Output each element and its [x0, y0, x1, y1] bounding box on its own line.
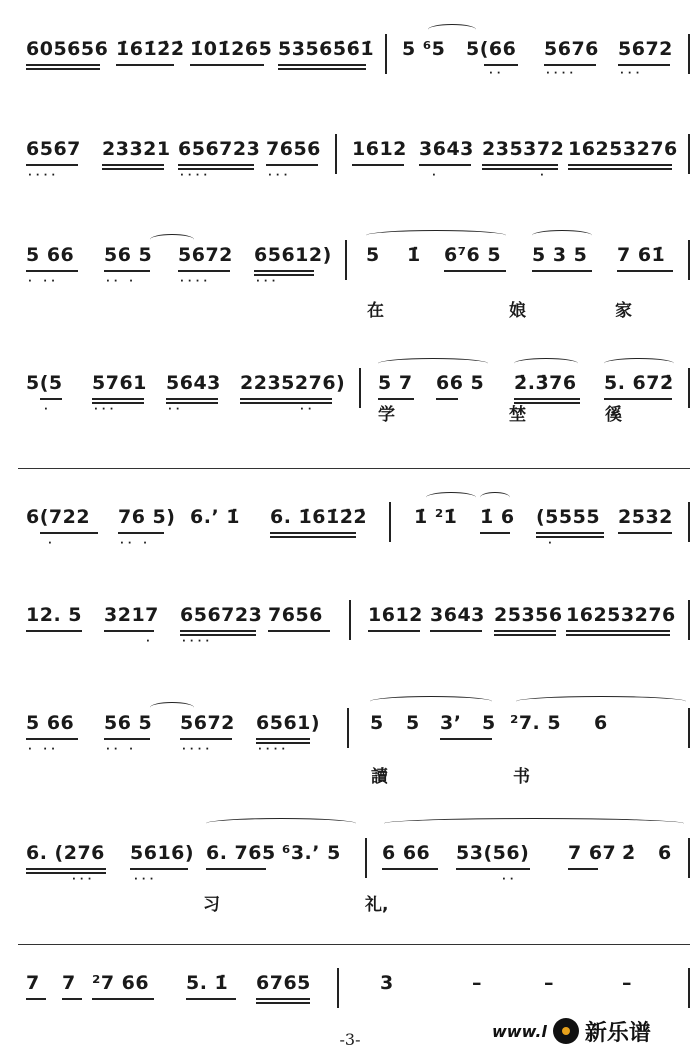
slur	[370, 696, 492, 707]
notation-segment: 5 66	[26, 244, 75, 266]
low-octave-dots: ··	[300, 404, 316, 415]
notation-segment: 5 7	[378, 372, 413, 394]
lyric: 埜	[509, 405, 526, 425]
slur	[384, 818, 684, 829]
watermark-url: www.l	[492, 1021, 547, 1041]
notation-segment: 6⁷6 5	[444, 244, 502, 266]
notation-segment: –	[622, 972, 632, 994]
beam	[130, 868, 188, 870]
notation-segment: 6(722	[26, 506, 91, 528]
low-octave-dots: ····	[180, 276, 212, 287]
page-number: -3-	[339, 1030, 361, 1049]
low-octave-dots: ····	[258, 744, 290, 755]
notation-segment: 6567	[26, 138, 81, 160]
watermark-site-name: 新乐谱	[584, 1020, 651, 1046]
low-octave-dots: ····	[182, 636, 214, 647]
barline	[335, 134, 337, 174]
low-octave-dots: ··	[489, 68, 505, 79]
notation-segment: 656723	[180, 604, 263, 626]
beam	[190, 64, 264, 66]
lyric: 徯	[605, 405, 622, 425]
beam	[484, 64, 518, 66]
notation-segment: 76 5)	[118, 506, 176, 528]
notation-segment: 235372	[482, 138, 565, 160]
beam	[240, 398, 332, 400]
notation-segment: 53565̇6̇1̇	[278, 38, 375, 60]
barline	[688, 838, 690, 878]
notation-segment: 1612	[352, 138, 407, 160]
notation-segment: (5555	[536, 506, 601, 528]
notation-segment: 5. 672̇	[604, 372, 674, 394]
notation-segment: 5616)	[130, 842, 195, 864]
lyric: 家	[615, 301, 632, 321]
notation-segment: 6. (276	[26, 842, 105, 864]
notation-segment: 1612	[368, 604, 423, 626]
slur	[604, 358, 674, 369]
barline	[385, 34, 387, 74]
notation-segment: 1̇ ²1̇	[414, 506, 458, 528]
notation-segment: 1̇ 6	[480, 506, 515, 528]
beam	[270, 536, 356, 538]
notation-segment: 2̇.3̇76	[514, 372, 577, 394]
notation-segment: 1̇01̇265	[190, 38, 273, 60]
beam	[26, 270, 78, 272]
beam	[352, 164, 404, 166]
notation-segment: 5643	[166, 372, 221, 394]
beam	[568, 164, 672, 166]
beam	[419, 164, 471, 166]
notation-segment: 7656	[266, 138, 321, 160]
beam	[26, 164, 78, 166]
beam	[186, 998, 236, 1000]
slur	[480, 492, 510, 503]
notation-segment: 5	[406, 712, 420, 734]
beam	[436, 398, 458, 400]
low-octave-dots: ·· ·	[106, 276, 137, 287]
notation-segment: 7 67	[568, 842, 617, 864]
beam	[92, 998, 154, 1000]
beam	[440, 738, 492, 740]
low-octave-dots: ···	[72, 874, 96, 885]
beam	[166, 398, 218, 400]
notation-segment: 5. 1̇	[186, 972, 229, 994]
notation-segment: 656723	[178, 138, 261, 160]
notation-segment: 66 5	[436, 372, 485, 394]
notation-segment: 5761	[92, 372, 147, 394]
notation-segment: 7 61̇	[617, 244, 666, 266]
notation-segment: 5	[482, 712, 496, 734]
beam	[26, 868, 106, 870]
beam	[118, 532, 164, 534]
notation-segment: 3217	[104, 604, 159, 626]
record-disc-icon	[553, 1018, 579, 1044]
notation-segment: 5	[366, 244, 380, 266]
system-divider	[18, 944, 690, 945]
barline	[688, 502, 690, 542]
low-octave-dots: ·· ·	[120, 538, 151, 549]
notation-segment: 6561)	[256, 712, 321, 734]
notation-segment: ²7. 5	[510, 712, 562, 734]
notation-segment: 1̇61̇2̇2̇	[116, 38, 185, 60]
beam	[92, 398, 144, 400]
notation-segment: 5 3 5	[532, 244, 588, 266]
notation-segment: 6 66	[382, 842, 431, 864]
beam	[480, 532, 510, 534]
low-octave-dots: ···	[620, 68, 644, 79]
beam	[266, 164, 318, 166]
barline	[349, 600, 351, 640]
low-octave-dots: ···	[268, 170, 292, 181]
beam	[278, 64, 366, 66]
beam	[26, 998, 46, 1000]
barline	[688, 134, 690, 174]
notation-segment: 3’	[440, 712, 462, 734]
notation-segment: 5672	[618, 38, 673, 60]
beam	[240, 402, 332, 404]
beam	[270, 532, 356, 534]
beam	[532, 270, 592, 272]
notation-segment: 2̇	[622, 842, 636, 864]
beam	[256, 1002, 310, 1004]
notation-segment: 5672	[180, 712, 235, 734]
notation-segment: 5(66	[466, 38, 517, 60]
notation-segment: 2532	[618, 506, 673, 528]
notation-segment: 5672	[178, 244, 233, 266]
low-octave-dots: ··	[168, 404, 184, 415]
slur	[150, 702, 194, 713]
lyric: 习	[203, 895, 220, 915]
beam	[568, 168, 672, 170]
slur	[150, 234, 194, 245]
system-divider	[18, 468, 690, 469]
low-octave-dots: ·	[48, 538, 56, 549]
slur	[378, 358, 488, 369]
beam	[618, 532, 672, 534]
low-octave-dots: ···	[134, 874, 158, 885]
barline	[688, 34, 690, 74]
notation-segment: 3643	[430, 604, 485, 626]
beam	[62, 998, 82, 1000]
low-octave-dots: · ··	[28, 744, 59, 755]
beam	[544, 64, 596, 66]
low-octave-dots: ·	[540, 170, 548, 181]
notation-segment: 7	[62, 972, 76, 994]
slur	[532, 230, 592, 241]
low-octave-dots: ··	[502, 874, 518, 885]
beam	[444, 270, 506, 272]
notation-segment: 16253276	[566, 604, 676, 626]
slur	[514, 358, 578, 369]
beam	[26, 64, 100, 66]
notation-segment: 2235276)	[240, 372, 346, 394]
notation-segment: 56 5	[104, 244, 153, 266]
beam	[254, 270, 314, 272]
beam	[268, 630, 330, 632]
low-octave-dots: ···	[94, 404, 118, 415]
barline	[688, 240, 690, 280]
barline	[359, 368, 361, 408]
notation-segment: ²7 66	[92, 972, 150, 994]
notation-segment: 3	[380, 972, 394, 994]
beam	[536, 536, 604, 538]
beam	[180, 630, 256, 632]
notation-segment: 6. 1̇61̇2̇2̇	[270, 506, 368, 528]
beam	[494, 634, 556, 636]
beam	[206, 868, 266, 870]
beam	[368, 630, 420, 632]
slur	[516, 696, 686, 707]
beam	[617, 270, 673, 272]
beam	[494, 630, 556, 632]
notation-segment: 56 5	[104, 712, 153, 734]
notation-segment: 3643	[419, 138, 474, 160]
beam	[382, 868, 438, 870]
notation-segment: 605656	[26, 38, 109, 60]
beam	[430, 630, 482, 632]
watermark-logo	[492, 1016, 651, 1046]
slur	[428, 24, 476, 35]
beam	[256, 738, 310, 740]
notation-segment: 6	[594, 712, 608, 734]
notation-segment: 5(5	[26, 372, 63, 394]
notation-segment: 1̇	[407, 244, 421, 266]
low-octave-dots: ·	[548, 538, 556, 549]
notation-segment: 7656	[268, 604, 323, 626]
beam	[180, 738, 232, 740]
beam	[536, 532, 604, 534]
barline	[688, 968, 690, 1008]
low-octave-dots: ····	[182, 744, 214, 755]
notation-segment: 6. 765	[206, 842, 276, 864]
beam	[104, 738, 150, 740]
barline	[688, 600, 690, 640]
lyric: 在	[367, 301, 384, 321]
lyric: 娘	[509, 301, 526, 321]
notation-segment: –	[472, 972, 482, 994]
notation-segment: –	[544, 972, 554, 994]
notation-segment: 12. 5	[26, 604, 82, 626]
beam	[102, 164, 164, 166]
beam	[116, 64, 174, 66]
low-octave-dots: ·	[146, 636, 154, 647]
slur	[206, 818, 356, 829]
barline	[688, 708, 690, 748]
beam	[178, 270, 230, 272]
barline	[345, 240, 347, 280]
beam	[566, 630, 670, 632]
lyric: 礼,	[365, 895, 389, 915]
notation-segment: 5676	[544, 38, 599, 60]
low-octave-dots: ·	[44, 404, 52, 415]
beam	[566, 634, 670, 636]
low-octave-dots: ····	[546, 68, 578, 79]
beam	[26, 630, 82, 632]
beam	[26, 738, 78, 740]
barline	[389, 502, 391, 542]
notation-segment: 25356	[494, 604, 563, 626]
notation-segment: 65612)	[254, 244, 332, 266]
notation-segment: 5 66	[26, 712, 75, 734]
low-octave-dots: ····	[28, 170, 60, 181]
notation-segment: 7	[26, 972, 40, 994]
lyric: 书	[513, 767, 530, 787]
low-octave-dots: ····	[180, 170, 212, 181]
barline	[688, 368, 690, 408]
beam	[568, 868, 598, 870]
notation-segment: ⁶3.’ 5	[282, 842, 341, 864]
beam	[178, 164, 254, 166]
notation-segment: 6	[658, 842, 672, 864]
lyric: 学	[378, 405, 395, 425]
notation-segment: 16253276	[568, 138, 678, 160]
barline	[347, 708, 349, 748]
barline	[365, 838, 367, 878]
beam	[456, 868, 530, 870]
low-octave-dots: ···	[256, 276, 280, 287]
notation-segment: 23321	[102, 138, 171, 160]
slur	[366, 230, 506, 241]
beam	[278, 68, 366, 70]
beam	[104, 630, 154, 632]
beam	[256, 998, 310, 1000]
beam	[102, 168, 164, 170]
low-octave-dots: · ··	[28, 276, 59, 287]
low-octave-dots: ·	[432, 170, 440, 181]
low-octave-dots: ·· ·	[106, 744, 137, 755]
notation-segment: 53(56)	[456, 842, 530, 864]
barline	[337, 968, 339, 1008]
beam	[40, 398, 62, 400]
notation-segment: 5	[370, 712, 384, 734]
notation-segment: 6.’ 1̇	[190, 506, 240, 528]
beam	[26, 68, 100, 70]
beam	[618, 64, 670, 66]
beam	[482, 164, 558, 166]
slur	[426, 492, 476, 503]
notation-segment: 6765	[256, 972, 311, 994]
lyric: 讀	[371, 767, 388, 787]
beam	[104, 270, 150, 272]
beam	[40, 532, 98, 534]
notation-segment: 5 ⁶5	[402, 38, 446, 60]
